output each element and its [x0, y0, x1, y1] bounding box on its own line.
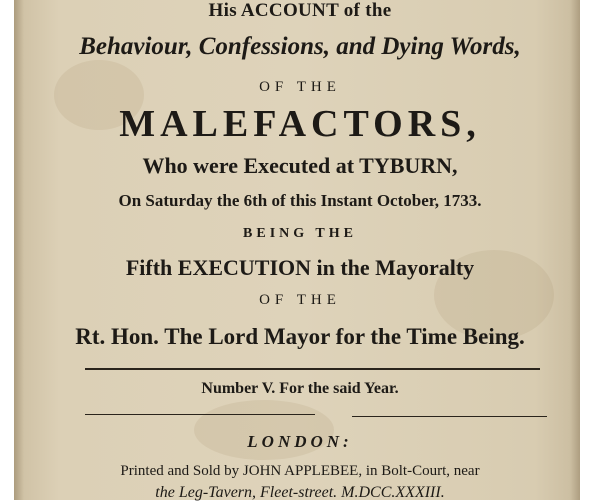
horizontal-rule-left: [85, 414, 315, 415]
of-the-line: OF THE: [259, 79, 341, 95]
lord-mayor-line: Rt. Hon. The Lord Mayor for the Time Being.: [75, 324, 525, 349]
horizontal-rule-right: [352, 416, 547, 417]
of-the-line-2: OF THE: [259, 292, 341, 308]
number-line: Number V. For the said Year.: [201, 380, 399, 397]
page-edge-left: [14, 0, 24, 500]
document-page: [14, 0, 580, 500]
malefactors-title: MALEFACTORS,: [119, 103, 481, 145]
page-edge-right: [570, 0, 580, 500]
executed-line: Who were Executed at TYBURN,: [142, 153, 458, 178]
london-heading: LONDON:: [247, 432, 353, 451]
date-line: On Saturday the 6th of this Instant October, 1733.: [118, 191, 482, 210]
being-the-line: BEING THE: [243, 226, 357, 241]
horizontal-rule: [85, 368, 540, 370]
imprint-line: the Leg-Tavern, Fleet-street. M.DCC.XXXIII.: [155, 484, 445, 501]
printer-line: Printed and Sold by JOHN APPLEBEE, in Bolt-Court, near: [120, 463, 480, 479]
subtitle-behaviour: Behaviour, Confessions, and Dying Words,: [79, 33, 521, 60]
account-heading: His ACCOUNT of the: [208, 0, 392, 21]
execution-line: Fifth EXECUTION in the Mayoralty: [125, 255, 475, 280]
